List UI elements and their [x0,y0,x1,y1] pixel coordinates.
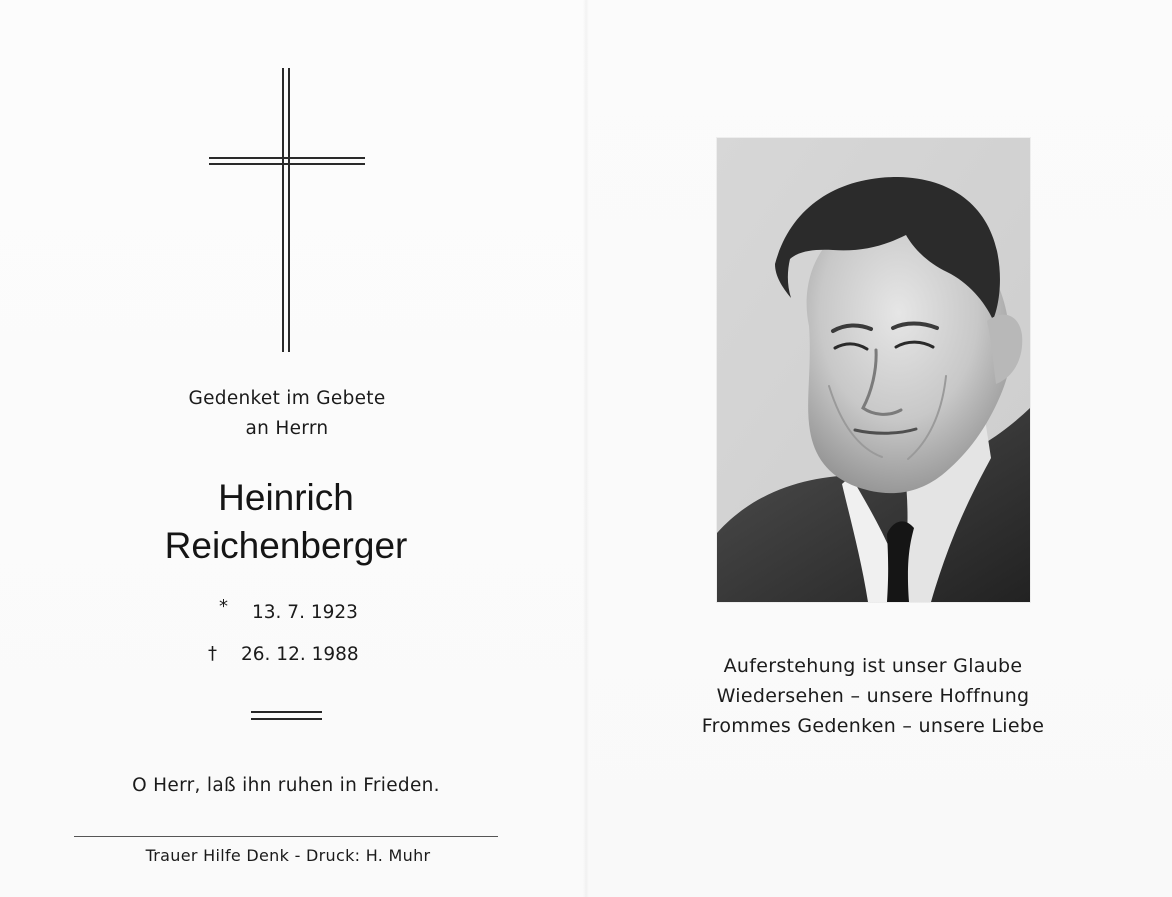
double-rule-top [251,711,322,713]
double-rule-bottom [251,718,322,720]
death-symbol: † [208,643,217,664]
card-fold [583,0,589,897]
printer-footer: Trauer Hilfe Denk - Druck: H. Muhr [145,846,431,865]
birth-symbol: * [219,596,228,617]
cross-horizontal-line-top [209,157,365,159]
portrait-illustration [717,138,1030,602]
double-rule-icon [251,711,322,720]
death-date: 26. 12. 1988 [241,644,359,665]
cross-vertical-line-right [288,68,290,352]
portrait-photo [717,138,1030,602]
cross-horizontal-line-bottom [209,163,365,165]
last-name: Reichenberger [164,525,408,566]
first-name: Heinrich [218,477,354,518]
verse-line-3: Frommes Gedenken – unsere Liebe [701,715,1045,737]
intro-line-2: an Herrn [245,418,329,439]
verse-line-1: Auferstehung ist unser Glaube [723,655,1023,677]
verse-line-2: Wiedersehen – unsere Hoffnung [716,685,1030,707]
cross-vertical-line-left [282,68,284,352]
intro-line-1: Gedenket im Gebete [188,388,386,409]
birth-date: 13. 7. 1923 [252,602,358,623]
prayer-line: O Herr, laß ihn ruhen in Frieden. [132,775,440,796]
cross-icon [209,68,365,352]
footer-rule [74,836,498,837]
